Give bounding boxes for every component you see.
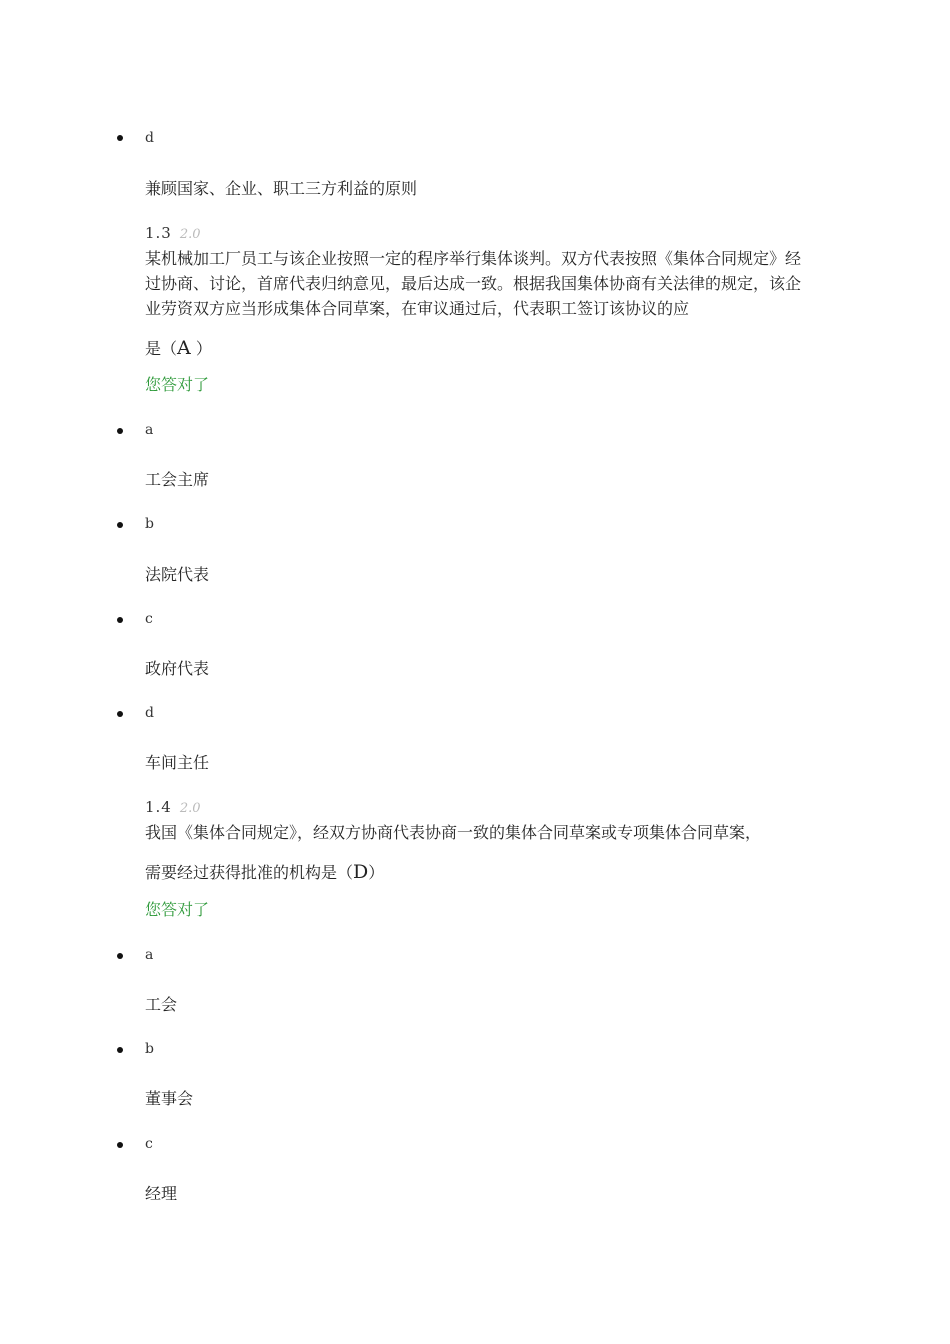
list-bullet bbox=[117, 522, 123, 528]
list-bullet bbox=[117, 953, 123, 959]
option-letter: b bbox=[145, 516, 154, 532]
option-text[interactable]: 经理 bbox=[145, 1184, 178, 1203]
result-feedback: 您答对了 bbox=[145, 375, 210, 394]
question-score: 2.0 bbox=[179, 801, 201, 816]
option-letter: a bbox=[145, 947, 154, 963]
list-bullet bbox=[117, 135, 123, 141]
list-bullet bbox=[117, 711, 123, 717]
question-text: 某机械加工厂员工与该企业按照一定的程序举行集体谈判。双方代表按照《集体合同规定》经过协商、讨论，首席代表归纳意见，最后达成一致。根据我国集体协商有关法律的规定，该企业劳资双方应当形成集体合同草案，在审议通过后，代表职工签订该协议的应 bbox=[145, 249, 802, 318]
question-answer: D bbox=[353, 861, 369, 883]
question-tail-suffix: ） bbox=[190, 339, 212, 358]
question-number bbox=[145, 224, 201, 242]
question-number-value: 1.4 bbox=[145, 798, 172, 816]
question-number bbox=[145, 798, 201, 816]
option-letter: c bbox=[145, 611, 153, 627]
option-text[interactable]: 车间主任 bbox=[145, 753, 210, 772]
question-tail-prefix: 需要经过获得批准的机构是（ bbox=[145, 863, 354, 882]
list-bullet bbox=[117, 1047, 123, 1053]
question-number-value: 1.3 bbox=[145, 224, 172, 242]
question-tail-prefix: 是（ bbox=[145, 339, 178, 358]
question-text-tail bbox=[145, 336, 212, 359]
option-text[interactable]: 工会 bbox=[145, 995, 178, 1014]
question-tail-suffix: ） bbox=[368, 863, 385, 882]
question-score: 2.0 bbox=[179, 227, 201, 242]
option-text[interactable]: 政府代表 bbox=[145, 659, 210, 678]
list-bullet bbox=[117, 617, 123, 623]
option-text[interactable]: 法院代表 bbox=[145, 565, 210, 584]
option-text[interactable]: 工会主席 bbox=[145, 470, 210, 489]
result-feedback: 您答对了 bbox=[145, 900, 210, 919]
option-letter: d bbox=[145, 705, 154, 721]
option-letter: b bbox=[145, 1041, 154, 1057]
question-text-tail bbox=[145, 860, 384, 883]
option-text[interactable]: 董事会 bbox=[145, 1089, 194, 1108]
option-letter: a bbox=[145, 422, 154, 438]
list-bullet bbox=[117, 428, 123, 434]
option-text: 兼顾国家、企业、职工三方利益的原则 bbox=[145, 179, 418, 198]
option-letter: c bbox=[145, 1136, 153, 1152]
option-letter: d bbox=[145, 130, 154, 146]
list-bullet bbox=[117, 1142, 123, 1148]
question-text: 我国《集体合同规定》，经双方协商代表协商一致的集体合同草案或专项集体合同草案， bbox=[145, 823, 762, 842]
question-answer: A bbox=[177, 337, 191, 359]
